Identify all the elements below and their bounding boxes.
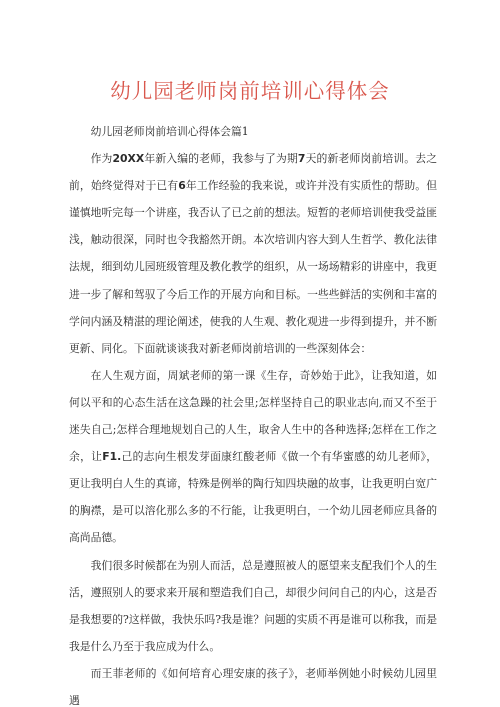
- days-number: 7: [297, 152, 306, 166]
- paragraph-1-text-a: 作为: [90, 152, 113, 166]
- paragraph-1-text-e: 年工作经验的我来说，或许并没有实质性的帮助。但谨慎地听完每一个讲座，我否认了已之前的想法。短暂的老师培训使我受益匪浅，触动很深，同时也令我豁然开朗。本次培训内容大到人生哲学、教化法律法规，细到幼儿园班级管理及教化教学的组织，从一场场精彩的讲座中，我更进一步了解和驾驭了今后工作的开展方向和目标。一些些鲜活的实例和丰富的学问内涵及精湛的理论阐述，使我的人生观、教化观进一步得到提升，并不断更新、同化。下面就谈谈我对新老师岗前培训的一些深刻体会：: [69, 179, 438, 355]
- document-body: [69, 118, 437, 707]
- paragraph-2-text-a: 在人生观方面，周斌老师的第一课《生存，奇妙始于此》，让我知道，如何以平和的心态生活在这急躁的社会里;怎样坚持自己的职业志向,而又不至于迷失自己;怎样合理地规划自己的人生，取舍人生中的各种选择;怎样在工作之余，让: [69, 368, 437, 464]
- paragraph-2: [69, 362, 437, 552]
- paragraph-4: 而王菲老师的《如何培育心理安康的孩子》，老师举例她小时候幼儿园里遇: [69, 666, 437, 707]
- paragraph-1-text-d: 天的新老师岗前培训。去之前，始终觉得对于已有: [69, 152, 438, 193]
- paragraph-1-text-c: 年新入编的老师，我参与了为期: [144, 152, 298, 166]
- years-experience-number: 6: [178, 179, 186, 193]
- document-title: 幼儿园老师岗前培训心得体会: [110, 79, 390, 103]
- section-heading: 幼儿园老师岗前培训心得体会篇1: [90, 125, 249, 138]
- paragraph-3: 我们很多时候都在为别人而活，总是遵照被人的愿望来支配我们个人的生活，遵照别人的要求来开展和塑造我们自己，却很少问问自己的内心，这是否是我想要的?这样做，我快乐吗?我是谁？问题的实质不再是谁可以称我，而是我是什么乃至于我应成为什么。: [69, 558, 437, 653]
- paragraph-1: [69, 145, 437, 362]
- paragraph-2-text-c: 己的志向生根发芽面康红酸老师《做一个有华蜜感的幼儿老师》，更让我明白人生的真谛，特殊是例举的陶行知四块融的故事，让我更明白宽广的胸襟，是可以溶化那么多的不行能，让我更明白，一个幼儿园老师应具备的高尚品德。: [69, 450, 437, 545]
- paragraph-2-bold-fragment: F1.: [102, 450, 122, 464]
- year-number: 20XX: [112, 152, 145, 166]
